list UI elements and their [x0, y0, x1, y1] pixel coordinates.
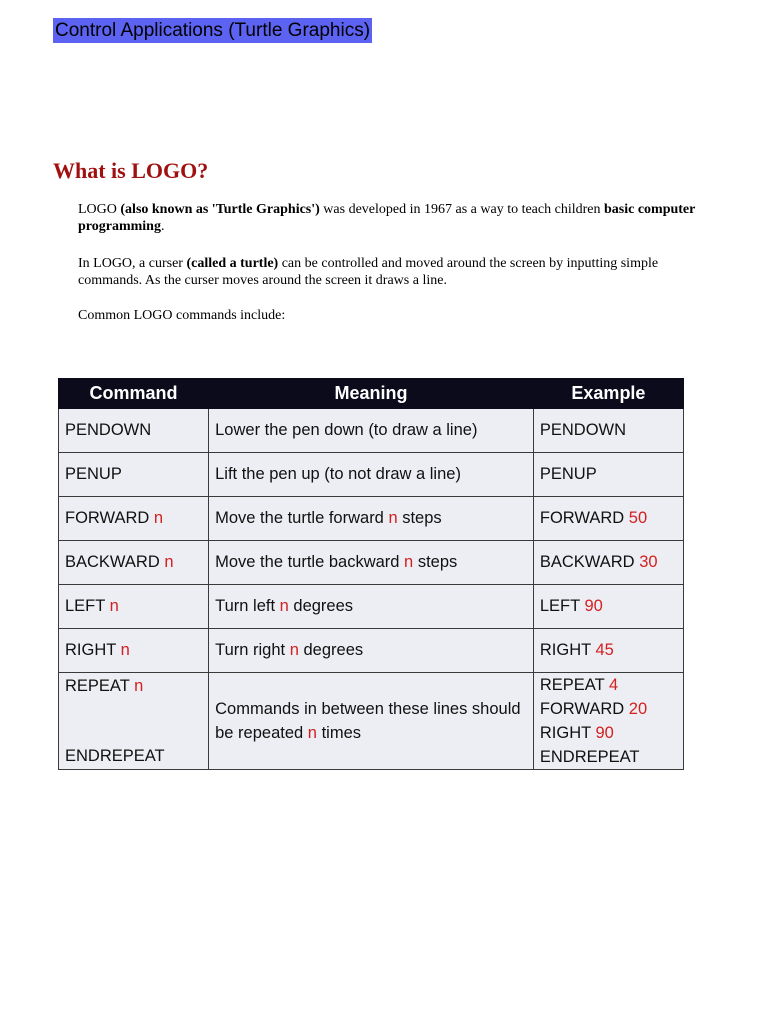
text-span: was developed in 1967 as a way to teach children: [319, 202, 604, 217]
variable-n: n: [153, 509, 164, 527]
example-text: BACKWARD: [539, 553, 640, 571]
example-value: 90: [595, 724, 614, 742]
example-line: [540, 721, 677, 745]
variable-n: n: [404, 553, 414, 571]
text-span: In LOGO, a curser: [78, 256, 187, 271]
variable-n: n: [307, 724, 317, 742]
example-cell: [533, 585, 683, 629]
table-row: [59, 541, 684, 585]
command-cell: [59, 409, 209, 453]
meaning-cell: [209, 629, 534, 673]
meaning-text: Lift the pen up (to not draw a line): [215, 465, 461, 483]
table-row: [59, 629, 684, 673]
example-text: REPEAT: [539, 676, 609, 694]
repeat-command: [65, 677, 143, 696]
table-row: [59, 585, 684, 629]
variable-n: n: [279, 597, 289, 615]
variable-n: n: [120, 641, 130, 659]
column-header-command: Command: [59, 379, 209, 409]
meaning-cell: [209, 673, 534, 770]
example-cell: [533, 453, 683, 497]
table-row: [59, 453, 684, 497]
command-text: PENDOWN: [65, 421, 152, 439]
example-value: 4: [608, 676, 619, 694]
example-text: PENDOWN: [539, 421, 627, 439]
command-cell: [59, 453, 209, 497]
text-span: .: [160, 219, 165, 234]
example-text: RIGHT: [539, 724, 596, 742]
meaning-text: Move the turtle forward: [215, 509, 389, 527]
column-header-meaning: Meaning: [209, 379, 534, 409]
variable-n: n: [164, 553, 174, 571]
example-cell: [533, 409, 683, 453]
command-cell: [59, 497, 209, 541]
section-title: What is LOGO?: [53, 158, 209, 183]
bold-text: (also known as 'Turtle Graphics'): [120, 202, 320, 217]
meaning-text: Lower the pen down (to draw a line): [215, 421, 478, 439]
table-header-row: [59, 379, 684, 409]
example-text: FORWARD: [539, 509, 629, 527]
bold-text: basic computer programming: [78, 202, 696, 234]
example-line: ENDREPEAT: [539, 748, 640, 766]
command-text: BACKWARD: [65, 553, 165, 571]
table-row: [59, 409, 684, 453]
example-value: 45: [595, 641, 614, 659]
command-text: LEFT: [65, 597, 110, 615]
meaning-cell: [209, 497, 534, 541]
text-span: LOGO: [78, 202, 121, 217]
command-text: PENUP: [65, 465, 122, 483]
example-text: PENUP: [539, 465, 597, 483]
example-value: 20: [628, 700, 648, 718]
page-header: Control Applications (Turtle Graphics): [55, 20, 371, 41]
example-line: [540, 673, 677, 697]
variable-n: n: [289, 641, 299, 659]
command-cell: [59, 585, 209, 629]
meaning-text: Turn right: [215, 641, 290, 659]
example-cell: [533, 497, 683, 541]
meaning-cell: [209, 585, 534, 629]
example-cell: [533, 629, 683, 673]
meaning-text: degrees: [298, 641, 364, 659]
example-value: 30: [639, 553, 658, 571]
intro-paragraph: [78, 201, 718, 235]
variable-n: n: [134, 677, 144, 695]
table-row: [59, 497, 684, 541]
bold-text: (called a turtle): [186, 256, 279, 271]
command-text: FORWARD: [65, 509, 154, 527]
example-value: 50: [628, 509, 648, 527]
example-value: 90: [584, 597, 603, 615]
command-text: REPEAT: [65, 677, 135, 695]
command-cell: [59, 629, 209, 673]
commands-intro: Common LOGO commands include:: [78, 308, 286, 323]
turtle-paragraph: [78, 255, 718, 289]
example-line: [540, 697, 677, 721]
meaning-cell: [209, 409, 534, 453]
column-header-example: Example: [533, 379, 683, 409]
meaning-text: Turn left: [215, 597, 280, 615]
meaning-text: degrees: [288, 597, 354, 615]
endrepeat-command: ENDREPEAT: [65, 747, 165, 765]
variable-n: n: [388, 509, 398, 527]
commands-table: [58, 378, 684, 770]
example-cell: [533, 541, 683, 585]
meaning-cell: [209, 453, 534, 497]
meaning-text: steps: [413, 553, 458, 571]
meaning-cell: [209, 541, 534, 585]
example-text: RIGHT: [539, 641, 596, 659]
meaning-text: times: [316, 724, 361, 742]
command-text: RIGHT: [65, 641, 121, 659]
example-cell: [533, 673, 683, 770]
meaning-text: Move the turtle backward: [215, 553, 405, 571]
variable-n: n: [109, 597, 119, 615]
meaning-text: Commands in between these lines should be repeated: [215, 700, 521, 742]
example-text: LEFT: [539, 597, 585, 615]
meaning-text: steps: [397, 509, 442, 527]
example-text: FORWARD: [539, 700, 629, 718]
command-cell: [59, 541, 209, 585]
command-cell: [59, 673, 209, 770]
text-span: can be controlled and moved around the screen by inputting simple commands. As the curser moves around the screen it draws a line.: [78, 256, 659, 288]
table-row-repeat: [59, 673, 684, 770]
